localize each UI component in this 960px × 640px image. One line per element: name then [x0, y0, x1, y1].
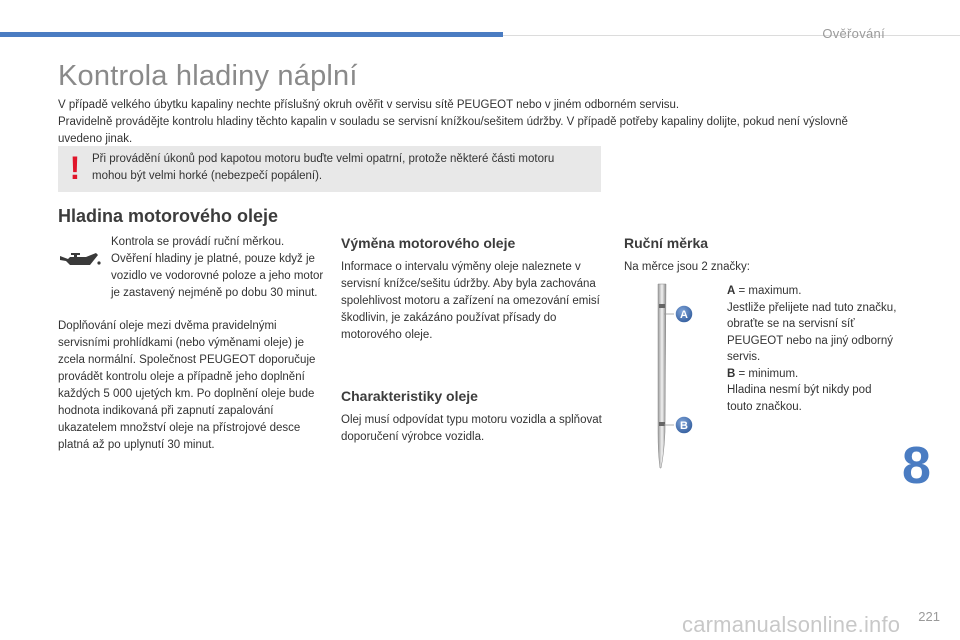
engine-oil-text-indent: Kontrola se provádí ruční měrkou. Ověření hladiny je platné, pouze když je vozidlo ve vodorovné poloze a jeho motor je zastavený nejméně po dobu 30 minut.: [111, 236, 324, 299]
dipstick-legend: [727, 283, 897, 415]
legend-a: [727, 283, 897, 300]
watermark: carmanualsonline.info: [682, 612, 901, 637]
warning-exclamation-icon: !: [69, 150, 81, 186]
dipstick-heading: Ruční měrka: [624, 235, 709, 251]
marker-a-label: A: [680, 309, 688, 321]
engine-oil-heading: Hladina motorového oleje: [58, 206, 279, 226]
marker-b-badge: [675, 416, 693, 434]
engine-oil-text: Doplňování oleje mezi dvěma pravidelnými servisními prohlídkami (nebo výměnami oleje) je zcela normální. Společnost PEUGEOT doporučuje provádět kontrolu oleje a případně jeho doplnění každých 5 000 ujetých km. Po doplnění oleje bude hodnota indikovaná při zapnutí zapalování ukazatelem množství oleje na přístrojové desce platná až po uplynutí 30 minut.: [58, 320, 316, 451]
oil-specs-heading: Charakteristiky oleje: [341, 388, 478, 404]
oil-change-heading: Výměna motorového oleje: [341, 235, 516, 251]
legend-b-detail: Hladina nesmí být nikdy pod touto značkou.: [727, 384, 872, 413]
marker-b-label: B: [680, 420, 688, 432]
chapter-number: 8: [902, 437, 931, 495]
intro-line-1: V případě velkého úbytku kapaliny nechte příslušný okruh ověřit v servisu sítě PEUGEOT nebo v jiném odborném servisu.: [58, 99, 680, 111]
section-label: Ověřování: [822, 26, 885, 41]
oil-change-text: Informace o intervalu výměny oleje naleznete v servisní knížce/sešitu údržby. Aby byla zachována spolehlivost motoru a zařízení na omezování emisí škodlivin, je zakázáno používat přísady do motorového oleje.: [341, 261, 600, 341]
legend-a-detail: Jestliže přelijete nad tuto značku, obraťte se na servisní síť PEUGEOT nebo na jiný odborný servis.: [727, 301, 897, 363]
legend-a-value: = maximum.: [735, 285, 802, 297]
legend-a-letter: A: [727, 285, 736, 297]
legend-b: [727, 366, 897, 383]
legend-b-letter: B: [727, 367, 736, 380]
legend-b-value: = minimum.: [735, 367, 799, 380]
intro-line-2: Pravidelně provádějte kontrolu hladiny těchto kapalin v souladu se servisní knížkou/sešitem údržby. V případě potřeby kapaliny dolijte, pokud není výslovně uvedeno jinak.: [58, 116, 848, 145]
oil-specs-text: Olej musí odpovídat typu motoru vozidla a splňovat doporučení výrobce vozidla.: [341, 414, 602, 443]
dipstick-intro: Na měrce jsou 2 značky:: [624, 261, 750, 273]
header-accent-bar: [0, 32, 503, 37]
marker-a-badge: [675, 305, 693, 323]
oil-can-icon: [58, 250, 102, 272]
page-title: Kontrola hladiny náplní: [58, 60, 358, 92]
page-number: 221: [918, 609, 940, 624]
intro-text: [58, 97, 888, 148]
warning-box: [58, 146, 601, 192]
header-divider: [503, 35, 960, 36]
warning-text: Při provádění úkonů pod kapotou motoru buďte velmi opatrní, protože některé části motoru mohou být velmi horké (nebezpečí popálení).: [92, 153, 555, 182]
dipstick-illustration: [650, 282, 700, 470]
